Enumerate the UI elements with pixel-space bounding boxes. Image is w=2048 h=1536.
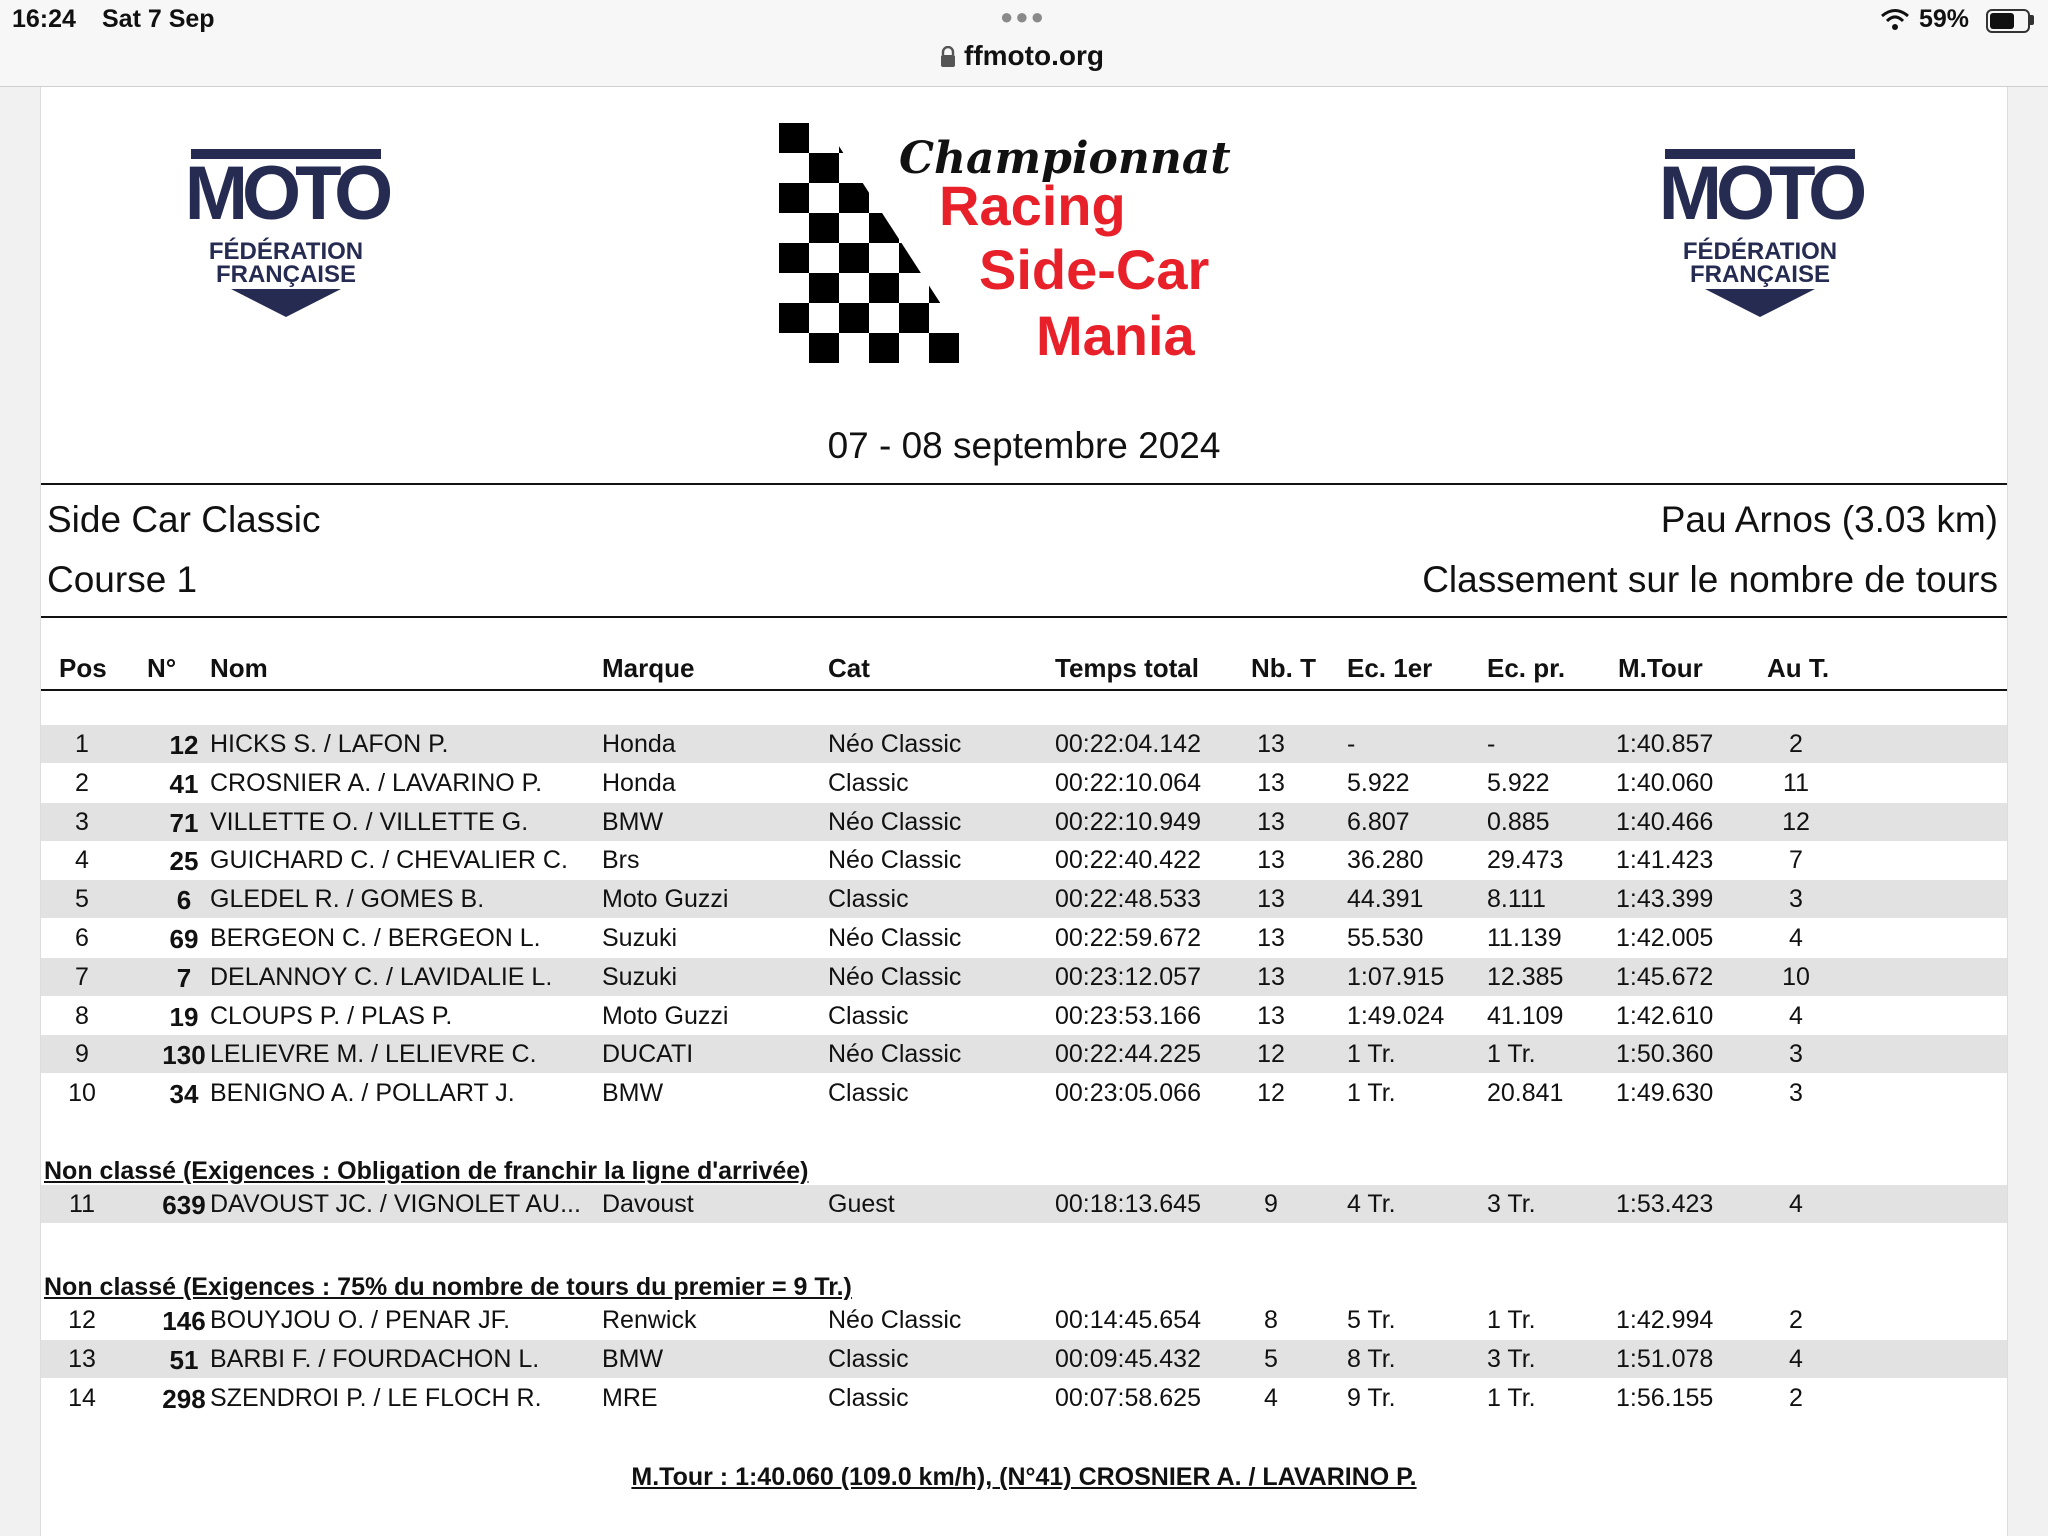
cell-cat: Classic xyxy=(828,1079,909,1108)
cell-marque: BMW xyxy=(602,1079,664,1108)
cell-temps: 00:23:12.057 xyxy=(1055,962,1201,991)
cell-cat: Classic xyxy=(828,1344,909,1373)
table-row xyxy=(41,880,2007,918)
cell-temps: 00:22:10.064 xyxy=(1055,768,1201,797)
cell-cat: Néo Classic xyxy=(828,1306,962,1334)
cell-mtour: 1:42.994 xyxy=(1616,1306,1714,1334)
table-row xyxy=(41,1074,2007,1112)
cell-pos: 9 xyxy=(75,1040,89,1069)
cell-cat: Néo Classic xyxy=(828,730,962,758)
cell-cat: Néo Classic xyxy=(828,924,962,952)
table-row xyxy=(41,1301,2007,1339)
cell-cat: Classic xyxy=(828,768,909,797)
cell-ec1: 5.922 xyxy=(1347,768,1410,797)
cell-nbt: 8 xyxy=(1264,1306,1278,1334)
cell-ecpr: 8.111 xyxy=(1487,885,1546,914)
cell-nom: BENIGNO A. / POLLART J. xyxy=(210,1079,515,1108)
cell-pos: 5 xyxy=(75,885,89,914)
cell-nom: VILLETTE O. / VILLETTE G. xyxy=(210,807,529,836)
cell-pos: 8 xyxy=(75,1001,89,1030)
cell-ec1: - xyxy=(1347,730,1356,758)
cell-nom: GUICHARD C. / CHEVALIER C. xyxy=(210,846,568,875)
cell-ecpr: 11.139 xyxy=(1487,924,1562,952)
col-ec1: Ec. 1er xyxy=(1347,653,1433,683)
cell-pos: 2 xyxy=(75,768,89,797)
cell-nom: BARBI F. / FOURDACHON L. xyxy=(210,1344,540,1373)
championnat-logo xyxy=(779,123,1319,373)
cell-pos: 4 xyxy=(75,846,89,875)
circuit-name: Pau Arnos (3.03 km) xyxy=(1660,499,1998,540)
cell-aut: 4 xyxy=(1789,1344,1803,1373)
cell-nom: CLOUPS P. / PLAS P. xyxy=(210,1001,453,1030)
col-aut: Au T. xyxy=(1767,653,1830,683)
cell-mtour: 1:49.630 xyxy=(1616,1079,1714,1108)
col-pos: Pos xyxy=(59,653,107,683)
cell-aut: 2 xyxy=(1789,1383,1803,1412)
cell-cat: Classic xyxy=(828,1001,909,1030)
cell-mtour: 1:40.060 xyxy=(1616,768,1714,797)
cell-aut: 11 xyxy=(1783,768,1809,797)
cell-temps: 00:22:40.422 xyxy=(1055,846,1201,875)
cell-aut: 2 xyxy=(1789,1306,1803,1334)
cell-num: 12 xyxy=(169,730,199,760)
cell-num: 639 xyxy=(162,1190,206,1220)
cell-temps: 00:22:48.533 xyxy=(1055,885,1201,914)
cell-num: 34 xyxy=(169,1079,199,1110)
cell-ecpr: - xyxy=(1487,730,1496,758)
cell-pos: 14 xyxy=(68,1383,96,1412)
cell-marque: Moto Guzzi xyxy=(602,1001,729,1030)
cell-marque: DUCATI xyxy=(602,1040,694,1069)
cell-nbt: 13 xyxy=(1257,768,1285,797)
cell-marque: Honda xyxy=(602,768,676,797)
cell-temps: 00:22:59.672 xyxy=(1055,924,1201,952)
wifi-icon xyxy=(1880,8,1910,30)
non-classe-title-2: Non classé (Exigences : 75% du nombre de tours du premier = 9 Tr.) xyxy=(44,1273,852,1301)
cell-aut: 12 xyxy=(1782,807,1810,836)
cell-marque: Suzuki xyxy=(602,924,678,952)
svg-text:Mania: Mania xyxy=(1036,304,1195,367)
divider xyxy=(41,483,2007,485)
cell-cat: Classic xyxy=(828,885,909,914)
cell-temps: 00:22:44.225 xyxy=(1055,1040,1201,1069)
cell-pos: 12 xyxy=(68,1306,96,1334)
cell-ec1: 4 Tr. xyxy=(1347,1190,1396,1218)
cell-pos: 11 xyxy=(69,1190,95,1218)
cell-num: 6 xyxy=(176,885,192,916)
svg-text:FRANÇAISE: FRANÇAISE xyxy=(1689,261,1831,288)
cell-aut: 3 xyxy=(1789,1040,1803,1069)
cell-ec1: 6.807 xyxy=(1347,807,1410,836)
cell-ecpr: 29.473 xyxy=(1487,846,1564,875)
cell-mtour: 1:43.399 xyxy=(1616,885,1714,914)
cell-mtour: 1:42.610 xyxy=(1616,1001,1714,1030)
cell-cat: Néo Classic xyxy=(828,962,962,991)
svg-text:FÉDÉRATION: FÉDÉRATION xyxy=(208,238,364,265)
cell-marque: MRE xyxy=(602,1383,658,1412)
cell-ec1: 5 Tr. xyxy=(1347,1306,1396,1334)
cell-cat: Classic xyxy=(828,1383,909,1412)
cell-mtour: 1:40.857 xyxy=(1616,730,1714,758)
cell-nbt: 12 xyxy=(1257,1079,1285,1108)
col-nom: Nom xyxy=(210,653,268,683)
svg-text:FÉDÉRATION: FÉDÉRATION xyxy=(1682,238,1838,265)
table-row xyxy=(41,919,2007,957)
cell-ec1: 1 Tr. xyxy=(1347,1040,1396,1069)
cell-ecpr: 1 Tr. xyxy=(1487,1040,1536,1069)
cell-nbt: 5 xyxy=(1264,1344,1278,1373)
cell-ecpr: 20.841 xyxy=(1487,1079,1564,1108)
cell-num: 130 xyxy=(162,1040,206,1071)
battery-percent: 59% xyxy=(1919,5,1970,33)
table-row xyxy=(41,958,2007,996)
cell-nom: BOUYJOU O. / PENAR JF. xyxy=(210,1306,511,1334)
cell-aut: 4 xyxy=(1789,1001,1803,1030)
table-row xyxy=(41,997,2007,1035)
cell-ec1: 8 Tr. xyxy=(1347,1344,1396,1373)
cell-ecpr: 1 Tr. xyxy=(1487,1383,1536,1412)
col-num: N° xyxy=(147,653,177,683)
cell-num: 25 xyxy=(169,846,199,877)
cell-marque: Brs xyxy=(602,846,640,875)
cell-aut: 3 xyxy=(1789,1079,1803,1108)
col-ecpr: Ec. pr. xyxy=(1487,653,1566,683)
cell-ec1: 1:49.024 xyxy=(1347,1001,1445,1030)
event-date: 07 - 08 septembre 2024 xyxy=(827,425,1221,466)
cell-nbt: 4 xyxy=(1264,1383,1278,1412)
cell-aut: 4 xyxy=(1789,1190,1803,1218)
cell-nbt: 13 xyxy=(1257,846,1285,875)
cell-nbt: 13 xyxy=(1257,885,1285,914)
cell-nbt: 13 xyxy=(1257,807,1285,836)
status-time: 16:24 xyxy=(12,5,76,33)
cell-nbt: 13 xyxy=(1257,962,1285,991)
cell-nbt: 12 xyxy=(1257,1040,1285,1069)
cell-pos: 1 xyxy=(75,730,89,758)
cell-num: 71 xyxy=(169,807,199,838)
table-row xyxy=(41,725,2007,763)
cell-nom: CROSNIER A. / LAVARINO P. xyxy=(210,768,543,797)
cell-ec1: 9 Tr. xyxy=(1347,1383,1396,1412)
cell-aut: 3 xyxy=(1789,885,1803,914)
cell-mtour: 1:56.155 xyxy=(1616,1383,1714,1412)
race-category: Side Car Classic xyxy=(47,499,321,540)
cell-marque: Suzuki xyxy=(602,962,678,991)
col-mtour: M.Tour xyxy=(1618,653,1703,683)
cell-num: 69 xyxy=(169,924,199,954)
cell-ec1: 55.530 xyxy=(1347,924,1424,952)
cell-ecpr: 3 Tr. xyxy=(1487,1344,1536,1373)
fastest-lap-summary: M.Tour : 1:40.060 (109.0 km/h), (N°41) CROSNIER A. / LAVARINO P. xyxy=(631,1463,1417,1491)
svg-text:Racing: Racing xyxy=(939,174,1126,237)
col-cat: Cat xyxy=(828,653,870,683)
lock-icon xyxy=(940,46,956,68)
svg-text:MOTO: MOTO xyxy=(1658,151,1862,236)
svg-text:FRANÇAISE: FRANÇAISE xyxy=(215,261,357,288)
cell-cat: Néo Classic xyxy=(828,1040,962,1069)
cell-ecpr: 41.109 xyxy=(1487,1001,1564,1030)
cell-marque: BMW xyxy=(602,807,664,836)
cell-temps: 00:09:45.432 xyxy=(1055,1344,1201,1373)
cell-cat: Guest xyxy=(828,1190,895,1218)
cell-mtour: 1:45.672 xyxy=(1616,962,1714,991)
cell-cat: Néo Classic xyxy=(828,807,962,836)
cell-ec1: 36.280 xyxy=(1347,846,1424,875)
cell-mtour: 1:51.078 xyxy=(1616,1344,1714,1373)
svg-text:MOTO: MOTO xyxy=(184,151,388,236)
cell-nom: SZENDROI P. / LE FLOCH R. xyxy=(210,1383,542,1412)
race-name: Course 1 xyxy=(47,559,198,600)
divider xyxy=(41,616,2007,618)
cell-nom: DAVOUST JC. / VIGNOLET AU... xyxy=(210,1190,581,1218)
cell-num: 7 xyxy=(176,962,192,993)
cell-marque: Davoust xyxy=(602,1190,694,1218)
cell-ecpr: 1 Tr. xyxy=(1487,1306,1536,1334)
col-marque: Marque xyxy=(602,653,695,683)
battery-icon xyxy=(1986,9,2030,33)
cell-temps: 00:18:13.645 xyxy=(1055,1190,1201,1218)
results-page xyxy=(40,87,2008,1536)
cell-num: 19 xyxy=(169,1001,199,1032)
cell-pos: 10 xyxy=(68,1079,96,1108)
table-row xyxy=(41,1185,2007,1223)
status-bar xyxy=(0,0,2048,87)
cell-marque: BMW xyxy=(602,1344,664,1373)
url-text: ffmoto.org xyxy=(964,40,1104,71)
battery-cap xyxy=(2030,15,2034,25)
cell-pos: 7 xyxy=(75,962,89,991)
cell-temps: 00:23:05.066 xyxy=(1055,1079,1201,1108)
cell-nbt: 13 xyxy=(1257,1001,1285,1030)
cell-ec1: 44.391 xyxy=(1347,885,1424,914)
cell-nom: LELIEVRE M. / LELIEVRE C. xyxy=(210,1040,537,1069)
cell-aut: 2 xyxy=(1789,730,1803,758)
cell-ec1: 1:07.915 xyxy=(1347,962,1445,991)
table-row xyxy=(41,764,2007,802)
cell-ec1: 1 Tr. xyxy=(1347,1079,1396,1108)
svg-text:Championnat: Championnat xyxy=(899,133,1231,184)
table-row xyxy=(41,841,2007,879)
table-row xyxy=(41,1340,2007,1378)
cell-num: 51 xyxy=(169,1344,199,1375)
cell-mtour: 1:53.423 xyxy=(1616,1190,1714,1218)
svg-text:Side-Car: Side-Car xyxy=(979,238,1210,301)
ffm-logo-right xyxy=(1635,149,1885,335)
table-row xyxy=(41,803,2007,841)
cell-pos: 6 xyxy=(75,924,89,952)
cell-marque: Honda xyxy=(602,730,676,758)
cell-ecpr: 5.922 xyxy=(1487,768,1550,797)
cell-aut: 7 xyxy=(1789,846,1803,875)
cell-pos: 3 xyxy=(75,807,89,836)
cell-temps: 00:07:58.625 xyxy=(1055,1383,1201,1412)
address-bar[interactable] xyxy=(940,40,1104,72)
cell-ecpr: 0.885 xyxy=(1487,807,1550,836)
status-date: Sat 7 Sep xyxy=(102,5,215,33)
cell-temps: 00:23:53.166 xyxy=(1055,1001,1201,1030)
cell-mtour: 1:50.360 xyxy=(1616,1040,1714,1069)
cell-temps: 00:22:04.142 xyxy=(1055,730,1201,758)
cell-nom: BERGEON C. / BERGEON L. xyxy=(210,924,541,952)
table-row xyxy=(41,1035,2007,1073)
cell-temps: 00:22:10.949 xyxy=(1055,807,1201,836)
cell-mtour: 1:40.466 xyxy=(1616,807,1714,836)
cell-nom: HICKS S. / LAFON P. xyxy=(210,730,449,758)
more-dots-icon[interactable]: ●●● xyxy=(1000,4,1046,29)
cell-num: 298 xyxy=(162,1383,206,1414)
col-temps: Temps total xyxy=(1055,653,1199,683)
cell-cat: Néo Classic xyxy=(828,846,962,875)
cell-pos: 13 xyxy=(68,1344,96,1373)
non-classe-title-1: Non classé (Exigences : Obligation de franchir la ligne d'arrivée) xyxy=(44,1157,809,1185)
cell-temps: 00:14:45.654 xyxy=(1055,1306,1201,1334)
cell-nom: GLEDEL R. / GOMES B. xyxy=(210,885,485,914)
ffm-logo-left xyxy=(161,149,411,335)
cell-aut: 4 xyxy=(1789,924,1803,952)
cell-mtour: 1:42.005 xyxy=(1616,924,1714,952)
cell-nbt: 13 xyxy=(1257,730,1285,758)
cell-num: 146 xyxy=(162,1306,206,1336)
table-row xyxy=(41,1379,2007,1417)
cell-num: 41 xyxy=(169,768,199,799)
cell-marque: Renwick xyxy=(602,1306,697,1334)
cell-ecpr: 3 Tr. xyxy=(1487,1190,1536,1218)
cell-nom: DELANNOY C. / LAVIDALIE L. xyxy=(210,962,553,991)
cell-mtour: 1:41.423 xyxy=(1616,846,1714,875)
cell-nbt: 13 xyxy=(1257,924,1285,952)
col-nbt: Nb. T xyxy=(1251,653,1316,683)
cell-ecpr: 12.385 xyxy=(1487,962,1564,991)
cell-marque: Moto Guzzi xyxy=(602,885,729,914)
classification-type: Classement sur le nombre de tours xyxy=(1422,559,1998,600)
cell-aut: 10 xyxy=(1782,962,1810,991)
cell-nbt: 9 xyxy=(1264,1190,1278,1218)
divider xyxy=(41,689,2007,691)
